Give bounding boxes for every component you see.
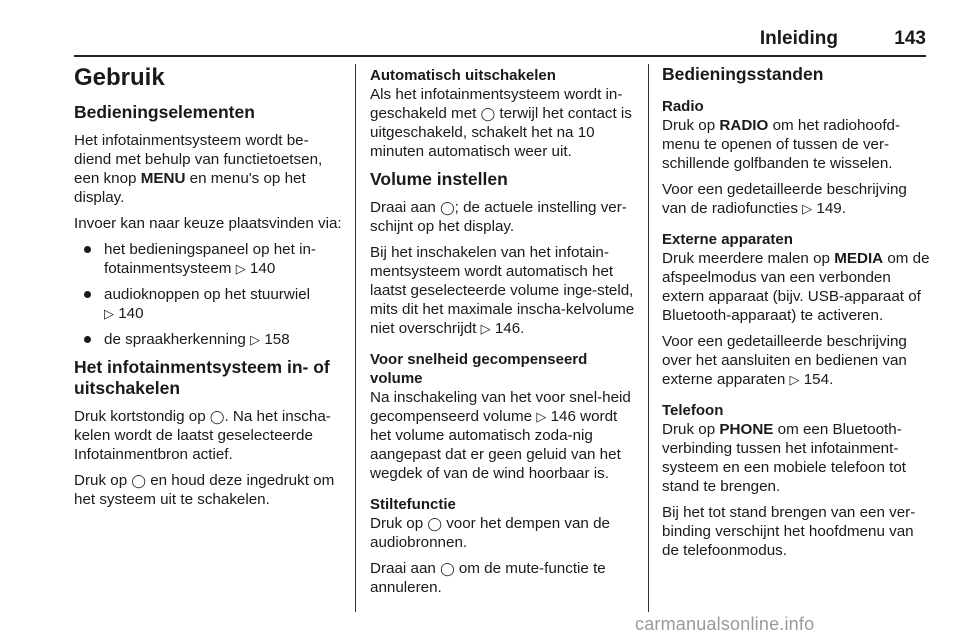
- paragraph: Bij het inschakelen van het infotain-mentsysteem wordt automatisch het laatst geselecteerde volume inge-steld, mits dit het maximale inscha-kelvolume niet overschrijdt ▷ 146.: [370, 244, 635, 337]
- column-1: [74, 60, 344, 516]
- list-item: audioknoppen op het stuurwiel ▷ 140: [74, 285, 344, 323]
- column-2: [370, 60, 635, 604]
- key-phone: PHONE: [719, 421, 774, 438]
- heading-telefoon: Telefoon: [662, 402, 724, 419]
- page-ref-link[interactable]: 140: [249, 260, 276, 277]
- watermark: carmanualsonline.info: [635, 614, 815, 634]
- heading-automatisch: Automatisch uitschakelen: [370, 67, 556, 84]
- arrow-ref-icon: ▷: [250, 332, 261, 347]
- power-knob-icon: ◯: [480, 106, 496, 121]
- bullet-icon: [84, 246, 91, 253]
- page-header: [74, 22, 926, 57]
- paragraph: Invoer kan naar keuze plaatsvinden via:: [74, 215, 342, 232]
- list-item: het bedieningspaneel op het in-fotainmentsysteem ▷ 140: [74, 240, 344, 278]
- bullet-icon: [84, 291, 91, 298]
- paragraph: Draai aan ◯ om de mute-functie te annuleren.: [370, 560, 606, 596]
- column-divider-2: [648, 64, 649, 612]
- paragraph: Bij het tot stand brengen van een ver-binding verschijnt het hoofdmenu van de telefoonmodus.: [662, 504, 916, 559]
- paragraph: Na inschakeling van het voor snel-heid gecompenseerd volume ▷ 146 wordt het volume automatisch zoda-nig aangepast dat er geen geluid van het wegdek of van de wind hoorbaar is.: [370, 389, 631, 482]
- mute-knob-icon: ◯: [440, 561, 455, 576]
- paragraph: Druk kortstondig op ◯. Na het inscha-kelen wordt de laatst geselecteerde Infotainmentbron actief.: [74, 408, 331, 463]
- heading-in-uitschakelen: Het infotainmentsysteem in- of uitschakelen: [74, 357, 330, 398]
- arrow-ref-icon: ▷: [480, 321, 491, 336]
- arrow-ref-icon: ▷: [802, 201, 813, 216]
- column-3: [662, 60, 930, 567]
- page-ref-link[interactable]: 149.: [816, 200, 846, 217]
- paragraph: Druk op ◯ voor het dempen van de audiobronnen.: [370, 515, 610, 551]
- page-number: 143: [894, 28, 926, 49]
- arrow-ref-icon: ▷: [104, 306, 114, 321]
- power-knob-icon: ◯: [209, 409, 225, 424]
- heading-volume: Volume instellen: [370, 169, 508, 189]
- power-knob-icon: ◯: [131, 473, 146, 488]
- heading-bedieningsstanden: Bedieningsstanden: [662, 64, 824, 84]
- paragraph: Voor een gedetailleerde beschrijving over het aansluiten en bedienen van externe apparaten ▷ 154.: [662, 333, 907, 388]
- heading-externe-apparaten: Externe apparaten: [662, 231, 793, 248]
- arrow-ref-icon: ▷: [536, 409, 547, 424]
- arrow-ref-icon: ▷: [789, 372, 800, 387]
- paragraph: Als het infotainmentsysteem wordt in-geschakeld met ◯ terwijl het contact is uitgeschakeld, schakelt het na 10 minuten automatisch weer uit.: [370, 86, 632, 160]
- heading-snelheid-volume: Voor snelheid gecompenseerd volume: [370, 351, 588, 387]
- mute-knob-icon: ◯: [427, 516, 442, 531]
- list-item: de spraakherkenning ▷ 158: [74, 330, 344, 349]
- arrow-ref-icon: ▷: [235, 261, 246, 276]
- paragraph: Druk meerdere malen op MEDIA om de afspeelmodus van een verbonden extern apparaat (bijv. USB-apparaat of Bluetooth-apparaat) te activeren.: [662, 250, 930, 324]
- paragraph: Het infotainmentsysteem wordt be-diend met behulp van functietoetsen, een knop MENU en menu's op het display.: [74, 132, 323, 206]
- section-title: Inleiding: [759, 28, 838, 49]
- key-menu: MENU: [140, 170, 186, 187]
- heading-radio: Radio: [662, 98, 704, 115]
- paragraph: Druk op ◯ en houd deze ingedrukt om het systeem uit te schakelen.: [74, 472, 335, 508]
- page-ref-link[interactable]: 154.: [803, 371, 834, 388]
- page-ref-link[interactable]: 146.: [494, 320, 525, 337]
- page-ref-link[interactable]: 158: [264, 331, 290, 348]
- key-radio: RADIO: [719, 117, 769, 134]
- heading-stiltefunctie: Stiltefunctie: [370, 496, 456, 513]
- paragraph: Voor een gedetailleerde beschrijving van de radiofuncties ▷ 149.: [662, 181, 907, 217]
- paragraph: Druk op PHONE om een Bluetooth-verbinding tussen het infotainment-systeem en een mobiele telefoon tot stand te brengen.: [662, 421, 906, 495]
- key-media: MEDIA: [834, 250, 884, 267]
- page-ref-link[interactable]: 140: [118, 305, 144, 322]
- heading-bedieningselementen: Bedieningselementen: [74, 102, 255, 122]
- paragraph: Draai aan ◯; de actuele instelling ver-schijnt op het display.: [370, 199, 627, 235]
- paragraph: Druk op RADIO om het radiohoofd-menu te openen of tussen de ver-schillende golfbanden te wisselen.: [662, 117, 901, 172]
- heading-gebruik: Gebruik: [74, 64, 165, 91]
- page-ref-link[interactable]: 146: [550, 408, 576, 425]
- bullet-icon: [84, 336, 91, 343]
- volume-knob-icon: ◯: [440, 200, 455, 215]
- column-divider-1: [355, 64, 356, 612]
- input-list: [74, 240, 344, 349]
